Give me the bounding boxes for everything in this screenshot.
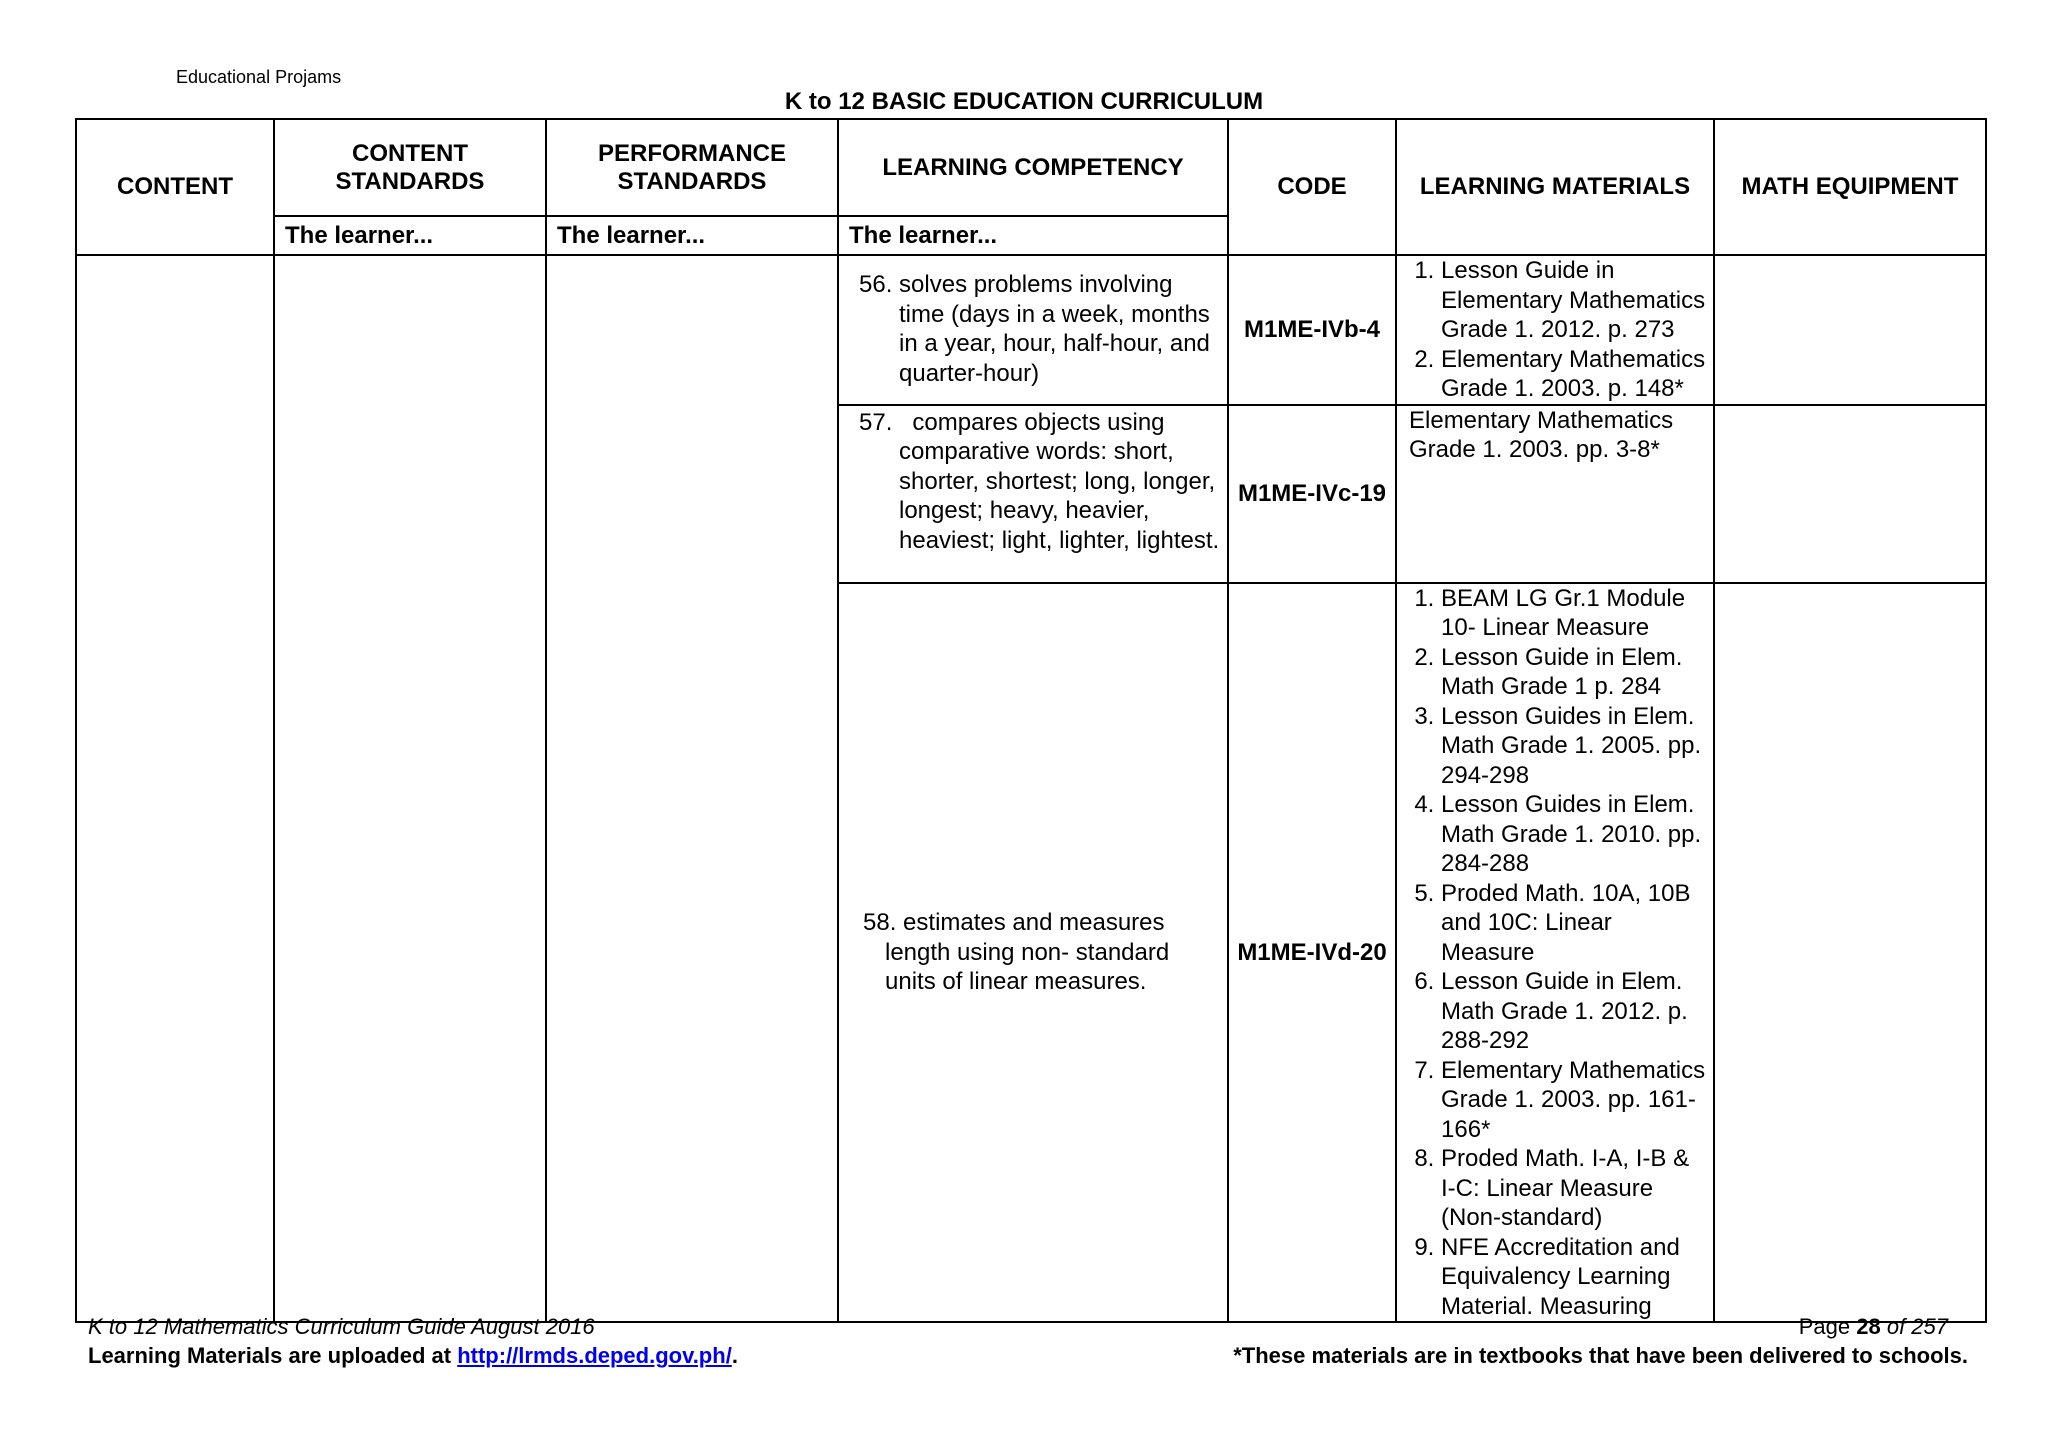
materials-cell	[1396, 255, 1714, 405]
competency-number: 56.	[859, 271, 893, 298]
header-performance-standards: PERFORMANCE STANDARDS	[546, 119, 838, 216]
header-math-equipment: MATH EQUIPMENT	[1714, 119, 1986, 255]
page-word: Page	[1798, 1314, 1857, 1339]
list-item: 3. Lesson Guides in Elem. Math Grade 1. 2005. pp. 294-298	[1441, 702, 1707, 791]
competency-description: solves problems involving time (days in a week, months in a year, hour, half-hour, and quarter-hour)	[899, 271, 1210, 387]
subheader-content-standards: The learner...	[274, 216, 546, 255]
lrmds-link[interactable]: http://lrmds.deped.gov.ph/	[457, 1343, 732, 1368]
competency-number: 58.	[863, 909, 897, 936]
equipment-cell	[1714, 255, 1986, 405]
materials-list	[1403, 256, 1707, 404]
footer-upload-note	[88, 1341, 738, 1370]
footer-upload-suffix: .	[731, 1343, 738, 1368]
code-cell: M1ME-IVb-4	[1228, 255, 1396, 405]
materials-cell	[1396, 405, 1714, 583]
list-item: 6. Lesson Guide in Elem. Math Grade 1. 2012. p. 288-292	[1441, 967, 1707, 1056]
header-content-standards: CONTENT STANDARDS	[274, 119, 546, 216]
equipment-cell	[1714, 583, 1986, 1323]
header-learning-materials: LEARNING MATERIALS	[1396, 119, 1714, 255]
content-cell	[76, 255, 274, 1322]
materials-cell	[1396, 583, 1714, 1323]
list-item: 8. Proded Math. I-A, I-B & I-C: Linear Measure (Non-standard)	[1441, 1144, 1707, 1233]
list-item: 2. Elementary Mathematics Grade 1. 2003. p. 148*	[1441, 345, 1707, 404]
list-item: 1. BEAM LG Gr.1 Module 10- Linear Measure	[1441, 584, 1707, 643]
footer-guide-title: K to 12 Mathematics Curriculum Guide August 2016	[88, 1314, 595, 1339]
footer-textbook-note: *These materials are in textbooks that have been delivered to schools.	[1233, 1343, 1968, 1368]
competency-cell	[838, 583, 1228, 1323]
page-total: of 257	[1880, 1314, 1948, 1339]
footer-right	[1233, 1312, 1968, 1370]
subheader-learning-competency: The learner...	[838, 216, 1228, 255]
header-content: CONTENT	[76, 119, 274, 255]
watermark-text: Educational Projams	[176, 67, 342, 87]
code-cell: M1ME-IVc-19	[1228, 405, 1396, 583]
competency-text	[845, 408, 1221, 556]
competency-text	[845, 270, 1221, 388]
header-code: CODE	[1228, 119, 1396, 255]
competency-text	[845, 908, 1221, 997]
table-row	[76, 255, 1986, 405]
list-item: 7. Elementary Mathematics Grade 1. 2003. pp. 161-166*	[1441, 1056, 1707, 1145]
header-learning-competency: LEARNING COMPETENCY	[838, 119, 1228, 216]
document-title: K to 12 BASIC EDUCATION CURRICULUM	[784, 88, 1264, 115]
content-standards-cell	[274, 255, 546, 1322]
competency-cell	[838, 405, 1228, 583]
curriculum-table	[75, 118, 1987, 1323]
list-item: 2. Lesson Guide in Elem. Math Grade 1 p. 284	[1441, 643, 1707, 702]
page-current: 28	[1856, 1314, 1881, 1339]
competency-number: 57.	[859, 408, 893, 436]
competency-description: estimates and measures length using non- standard units of linear measures.	[885, 909, 1170, 995]
list-item: 9. NFE Accreditation and Equivalency Learning Material. Measuring	[1441, 1233, 1707, 1322]
materials-text: Elementary Mathematics Grade 1. 2003. pp. 3-8*	[1409, 406, 1674, 463]
equipment-cell	[1714, 405, 1986, 583]
competency-cell	[838, 255, 1228, 405]
footer-left	[88, 1312, 738, 1370]
competency-description: compares objects using comparative words: short, shorter, shortest; long, longer, longest; heavy, heavier, heaviest; light, lighter, lightest.	[899, 408, 1220, 554]
list-item: 5. Proded Math. 10A, 10B and 10C: Linear Measure	[1441, 879, 1707, 968]
page-number	[1233, 1312, 1968, 1341]
materials-list	[1403, 584, 1707, 1322]
footer-upload-prefix: Learning Materials are uploaded at	[88, 1343, 458, 1368]
list-item: 4. Lesson Guides in Elem. Math Grade 1. 2010. pp. 284-288	[1441, 790, 1707, 879]
subheader-performance-standards: The learner...	[546, 216, 838, 255]
performance-standards-cell	[546, 255, 838, 1322]
code-cell: M1ME-IVd-20	[1228, 583, 1396, 1323]
list-item: 1. Lesson Guide in Elementary Mathematics Grade 1. 2012. p. 273	[1441, 256, 1707, 345]
